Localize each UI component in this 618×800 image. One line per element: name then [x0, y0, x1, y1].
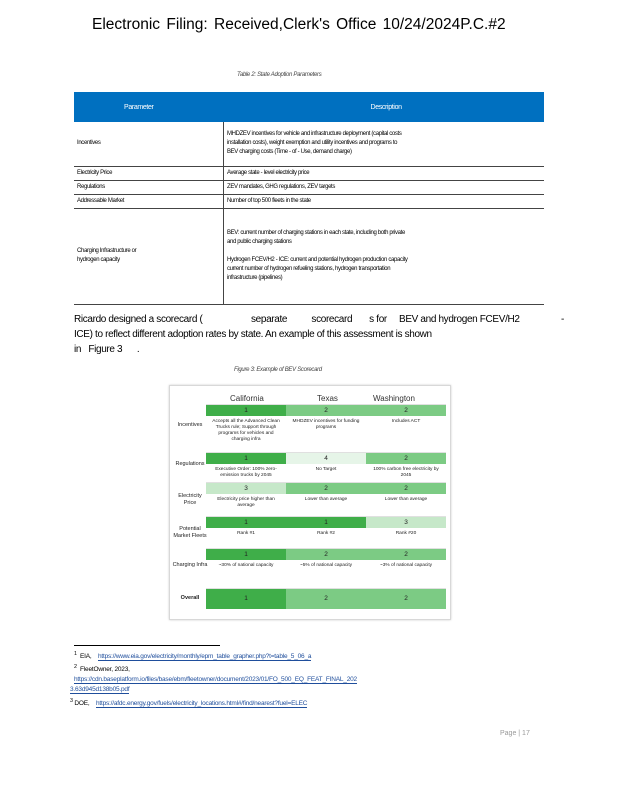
footnote-2-link-line — [74, 676, 357, 683]
desc-line: MHDZEV incentives for vehicle and infrastructure deployment (capital costs — [227, 131, 402, 138]
state-adoption-parameters-table — [74, 92, 544, 305]
row-description: Average state - level electricity price — [224, 166, 545, 180]
row-description — [224, 122, 545, 166]
scorecard-cell-text: Rank #2 — [317, 531, 335, 536]
scorecard-cell-text: Executive Order: 100% zero-emission trucks by 2045 — [215, 467, 277, 478]
body-paragraph — [74, 312, 574, 357]
scorecard-score-cell: 2 — [366, 549, 446, 560]
scorecard-cell-text: Rank #20 — [395, 531, 417, 536]
scorecard-score-cell: 3 — [206, 483, 286, 494]
table-header-row — [74, 92, 544, 122]
table-row — [74, 166, 544, 180]
footnote-2-link-line — [70, 686, 129, 693]
desc-line: current number of hydrogen refueling stations, hydrogen transportation — [227, 266, 391, 272]
table-caption: Table 2: State Adoption Parameters — [237, 72, 322, 78]
desc-line — [227, 247, 541, 256]
scorecard-cell-text: Includes ACT — [391, 419, 421, 424]
scorecard-cell-text: MHDZEV incentives for funding programs — [292, 419, 360, 430]
param-line: hydrogen capacity — [77, 257, 120, 263]
col-parameter-header: Parameter — [74, 92, 224, 122]
filing-header: Electronic Filing: Received,Clerk's Office 10/24/2024P.C.#2 — [92, 16, 506, 33]
param-line: Charging Infrastructure or — [77, 248, 137, 254]
scorecard-score-cell: 3 — [366, 517, 446, 528]
footnote-link[interactable]: https://cdn.baseplatform.io/files/base/ebm/fleetowner/document/2023/01/FO_500_EQ_FEAT_FINAL_202 — [74, 676, 357, 683]
desc-line: infrastructure (pipelines) — [227, 275, 283, 281]
table-row — [74, 180, 544, 194]
desc-line: Hydrogen FCEV/H2 - ICE: current and potential hydrogen production capacity — [227, 257, 408, 263]
scorecard-row-label: Incentives — [177, 422, 203, 428]
scorecard-cell-text: ~5% of national capacity — [299, 563, 353, 568]
scorecard-score-cell: 1 — [206, 517, 286, 528]
row-description — [224, 208, 545, 304]
desc-line: installation costs), weight exemption and utility incentives and programs to — [227, 140, 398, 147]
footnote-3: $^3$ DOE, https://afdc.energy.gov/fuels/electricity_locations.html#/find/nearest?fuel=ELEC — [70, 698, 308, 708]
row-parameter: Addressable Market — [74, 194, 224, 208]
paragraph-line: in Figure 3 . — [74, 344, 140, 355]
paragraph-line: Ricardo designed a scorecard ( separate scorecard s for BEV and hydrogen FCEV/H2 — [74, 314, 520, 325]
scorecard-row-label: Potential Market Fleets — [173, 526, 207, 539]
paragraph-line-end: - — [561, 314, 564, 325]
state-header-washington: Washington — [373, 394, 415, 403]
scorecard-row-label: Electricity Price — [178, 493, 202, 506]
scorecard-cell-text: Lower than average — [304, 497, 348, 502]
state-header-texas: Texas — [317, 394, 338, 403]
scorecard-score-cell: 1 — [206, 589, 286, 609]
scorecard-row-label: Regulations — [175, 461, 205, 467]
row-parameter: Electricity Price — [74, 166, 224, 180]
scorecard-score-cell: 1 — [206, 453, 286, 464]
footnote-link[interactable]: 3.63d945d138b05.pdf — [70, 686, 130, 693]
footnote-2: $^2$ FleetOwner, 2023, — [74, 664, 130, 674]
row-parameter — [74, 208, 224, 304]
row-description: ZEV mandates, GHG regulations, ZEV targets — [224, 180, 545, 194]
scorecard-row-label: Overall — [180, 595, 200, 601]
page-number: Page | 17 — [500, 730, 530, 737]
col-description-header: Description — [224, 92, 545, 122]
scorecard-score-cell: 2 — [366, 405, 446, 416]
scorecard-score-cell: 1 — [206, 405, 286, 416]
desc-line: and public charging stations — [227, 239, 292, 245]
table-row — [74, 208, 544, 304]
scorecard-score-cell: 2 — [286, 589, 366, 609]
scorecard-score-cell: 2 — [366, 483, 446, 494]
scorecard-cell-text: Lower than average — [384, 497, 428, 502]
scorecard-row-label: Charging Infra — [172, 562, 208, 568]
row-parameter: Incentives — [74, 122, 224, 166]
scorecard-cell-text: No Target — [315, 467, 337, 472]
scorecard-score-cell: 1 — [206, 549, 286, 560]
scorecard-score-cell: 2 — [286, 405, 366, 416]
table-row — [74, 194, 544, 208]
state-header-california: California — [230, 394, 264, 403]
scorecard-score-cell: 2 — [286, 483, 366, 494]
desc-line: BEV: current number of charging stations in each state, including both private — [227, 230, 405, 236]
scorecard-cell-text: Accepts all the Advanced Clean Trucks rule; Support through programs for vehicles and charging infra — [212, 419, 280, 442]
figure-caption: Figure 3: Example of BEV Scorecard — [234, 367, 322, 373]
scorecard-score-cell: 4 — [286, 453, 366, 464]
footnote-link[interactable]: https://www.eia.gov/electricity/monthly/epm_table_grapher.php?t=table_5_06_a — [97, 653, 312, 661]
paragraph-line: ICE) to reflect different adoption rates by state. An example of this assessment is shown — [74, 329, 432, 340]
row-parameter: Regulations — [74, 180, 224, 194]
scorecard-cell-text: ~3% of national capacity — [379, 563, 433, 568]
desc-line: BEV charging costs (Time - of - Use, demand charge) — [227, 149, 352, 156]
scorecard-score-cell: 1 — [286, 517, 366, 528]
bev-scorecard-figure — [169, 385, 451, 620]
footnote-rule — [74, 645, 220, 646]
scorecard-cell-text: ~30% of national capacity — [218, 563, 274, 568]
footnote-1: $^1$ EIA, https://www.eia.gov/electricity/monthly/epm_table_grapher.php?t=table_5_06_a — [74, 651, 312, 661]
table-row — [74, 122, 544, 166]
footnote-link[interactable]: https://afdc.energy.gov/fuels/electricity_locations.html#/find/nearest?fuel=ELEC — [95, 700, 308, 708]
row-description: Number of top 500 fleets in the state — [224, 194, 545, 208]
scorecard-cell-text: Electricity price higher than average — [217, 497, 275, 508]
scorecard-cell-text: 100% carbon free electricity by 2045 — [373, 467, 439, 478]
scorecard-score-cell: 2 — [366, 453, 446, 464]
scorecard-score-cell: 2 — [366, 589, 446, 609]
scorecard-cell-text: Rank #1 — [237, 531, 255, 536]
scorecard-score-cell: 2 — [286, 549, 366, 560]
